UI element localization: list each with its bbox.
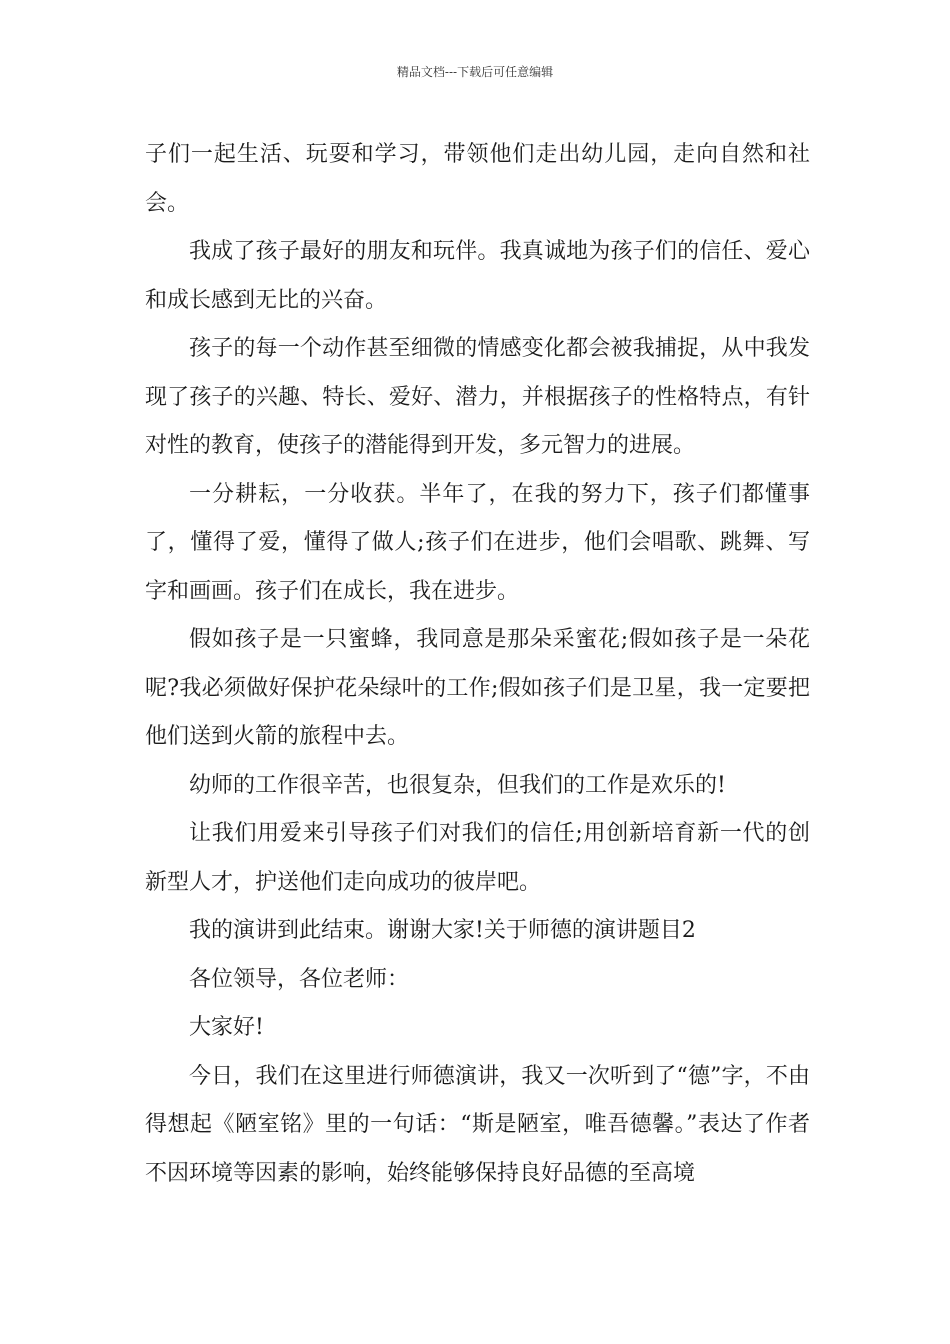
page-header: 精品文档---下载后可任意编辑 bbox=[396, 65, 554, 79]
paragraph: 我的演讲到此结束。谢谢大家!关于师德的演讲题目2 bbox=[189, 918, 696, 943]
paragraph: 各位领导，各位老师： bbox=[189, 966, 410, 992]
paragraph: 子们一起生活、玩耍和学习，带领他们走出幼儿园，走向自然和社会。 bbox=[145, 142, 810, 216]
paragraph: 孩子的每一个动作甚至细微的情感变化都会被我捕捉，从中我发现了孩子的兴趣、特长、爱好、潜力，并根据孩子的性格特点，有针对性的教育，使孩子的潜能得到开发，多元智力的进展。 bbox=[145, 336, 810, 458]
document-body bbox=[145, 131, 810, 1198]
paragraph: 假如孩子是一只蜜蜂，我同意是那朵采蜜花;假如孩子是一朵花呢?我必须做好保护花朵绿叶的工作;假如孩子们是卫星，我一定要把他们送到火箭的旅程中去。 bbox=[145, 627, 810, 749]
paragraph: 今日，我们在这里进行师德演讲，我又一次听到了“德”字，不由得想起《陋室铭》里的一句话：“斯是陋室，唯吾德馨。”表达了作者不因环境等因素的影响，始终能够保持良好品德的至高境 bbox=[145, 1063, 810, 1186]
paragraph: 大家好! bbox=[189, 1015, 264, 1040]
paragraph: 我成了孩子最好的朋友和玩伴。我真诚地为孩子们的信任、爱心和成长感到无比的兴奋。 bbox=[145, 239, 810, 313]
paragraph: 让我们用爱来引导孩子们对我们的信任;用创新培育新一代的创新型人才，护送他们走向成功的彼岸吧。 bbox=[145, 821, 810, 895]
paragraph: 幼师的工作很辛苦，也很复杂，但我们的工作是欢乐的! bbox=[189, 772, 726, 798]
paragraph: 一分耕耘，一分收获。半年了，在我的努力下，孩子们都懂事了，懂得了爱，懂得了做人;孩子们在进步，他们会唱歌、跳舞、写字和画画。孩子们在成长，我在进步。 bbox=[145, 481, 810, 604]
